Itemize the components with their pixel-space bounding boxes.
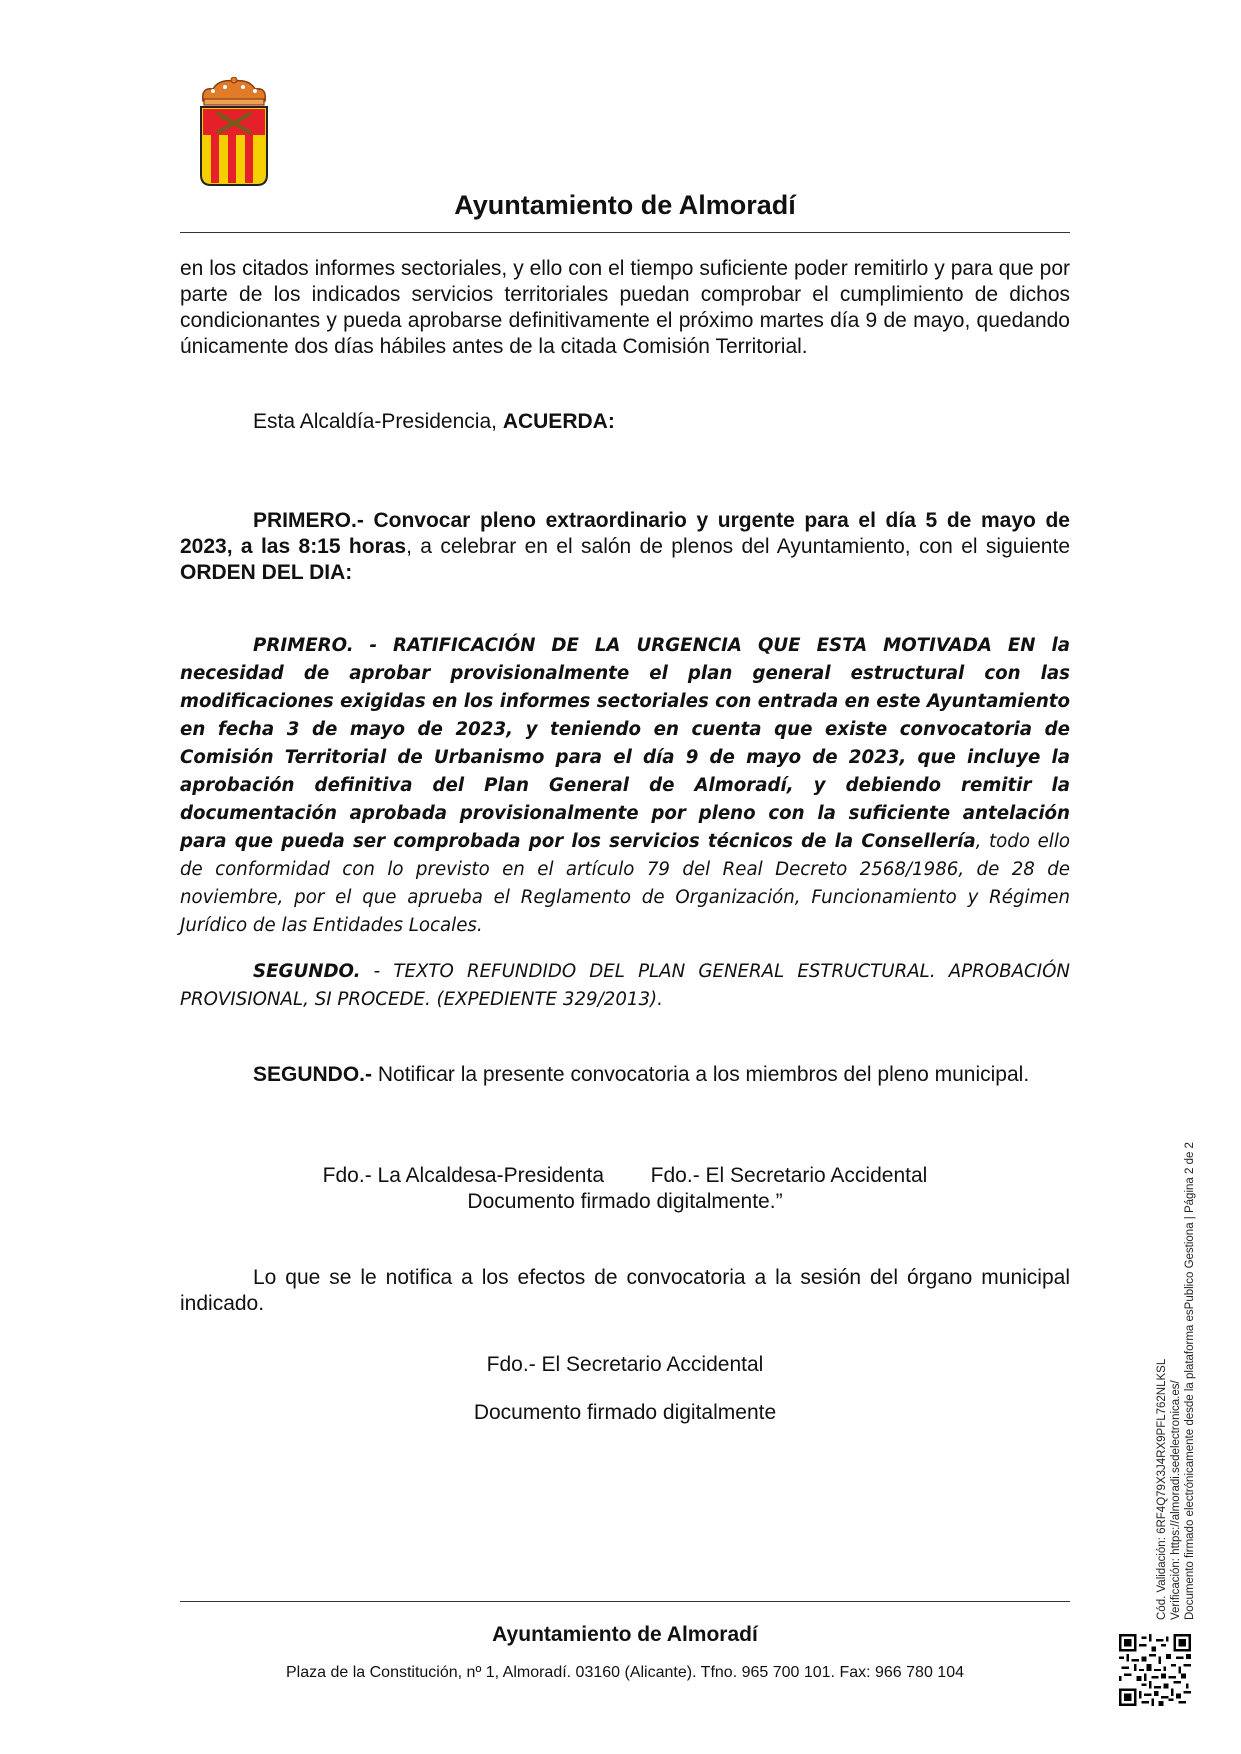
notification-text: Lo que se le notifica a los efectos de convocatoria a la sesión del órgano municipal indicado. (180, 1266, 1070, 1315)
agenda-item-2-heading: SEGUNDO. (253, 961, 361, 982)
segundo-heading: SEGUNDO.- (253, 1063, 373, 1086)
segundo-text: Notificar la presente convocatoria a los miembros del pleno municipal. (372, 1063, 1030, 1086)
acuerda-prefix: Esta Alcaldía-Presidencia, (253, 410, 497, 433)
qr-code-icon[interactable] (1119, 1634, 1191, 1706)
paragraph-continuation: en los citados informes sectoriales, y ello con el tiempo suficiente poder remitirlo y para que por parte de los indicados servicios territoriales puedan comprobar el cumplimiento de dichos condicionantes y pueda aprobarse definitivamente el próximo martes día 9 de mayo, quedando únicamente dos días hábiles antes de la citada Comisión Territorial. (180, 257, 1070, 358)
digital-signature-note: Documento firmado digitalmente (473, 1401, 777, 1424)
footer-address: Plaza de la Constitución, nº 1, Almoradí. 03160 (Alicante). Tfno. 965 700 101. Fax: 966 780 104 (286, 1664, 964, 1681)
validation-code: Cód. Validación: 6RF4Q79X3J4RX9PFL762NLKSL (1156, 1358, 1168, 1620)
footer-title: Ayuntamiento de Almoradí (492, 1623, 758, 1646)
verification-url: Verificación: https://almoradi.sedelectronica.es/ (1170, 1380, 1182, 1620)
municipal-coat-of-arms (195, 77, 273, 187)
notification-paragraph (180, 1265, 1070, 1317)
agenda-item-1-heading: PRIMERO. - RATIFICACIÓN DE LA URGENCIA QUE ESTA MOTIVADA EN la necesidad de aprobar provisionalmente el plan general estructural con las modificaciones exigidas en los informes sectoriales con entrada en este Ayuntamiento en fecha 3 de mayo de 2023, y teniendo en cuenta que existe convocatoria de Comisión Territorial de Urbanismo para el día 9 de mayo de 2023, que incluye la aprobación definitiva del Plan General de Almoradí, y debiendo remitir la documentación aprobada provisionalmente por pleno con la suficiente antelación para que pueda ser comprobada por los servicios técnicos de la Consellería (180, 635, 1070, 852)
validation-text (1155, 1142, 1197, 1620)
signature-platform-note: Documento firmado electrónicamente desde la plataforma esPublico Gestiona | Página 2 de 2 (1184, 1142, 1196, 1620)
acuerda-label: ACUERDA: (502, 410, 615, 433)
primero-text: , a celebrar en el salón de plenos del Ayuntamiento, con el siguiente (406, 535, 1070, 558)
signature-line: Fdo.- La Alcaldesa-Presidenta Fdo.- El Secretario Accidental (322, 1164, 928, 1187)
agenda-item-1 (180, 632, 1070, 940)
acuerda-paragraph (180, 409, 1070, 435)
secretary-signature: Fdo.- El Secretario Accidental (486, 1353, 764, 1376)
header-title: Ayuntamiento de Almoradí (454, 190, 796, 220)
header-divider (180, 232, 1070, 233)
agenda-item-2 (180, 958, 1070, 1014)
signature-note: Documento firmado digitalmente.” (467, 1190, 783, 1213)
orden-del-dia-label: ORDEN DEL DIA: (180, 561, 353, 584)
agenda-item-2-text: - TEXTO REFUNDIDO DEL PLAN GENERAL ESTRUCTURAL. APROBACIÓN PROVISIONAL, SI PROCEDE. (EXPEDIENTE 329/2013). (180, 961, 1070, 1010)
primero-heading: PRIMERO.- Convocar pleno extraordinario y urgente para el día 5 de mayo de 2023, a las 8:15 horas (180, 509, 1070, 558)
segundo-paragraph (180, 1062, 1070, 1088)
footer-divider (180, 1601, 1070, 1602)
primero-paragraph (180, 508, 1070, 586)
agenda-item-1-text: , todo ello de conformidad con lo previsto en el artículo 79 del Real Decreto 2568/1986, de 28 de noviembre, por el que aprueba el Reglamento de Organización, Funcionamiento y Régimen Jurídico de las Entidades Locales. (180, 831, 1070, 936)
